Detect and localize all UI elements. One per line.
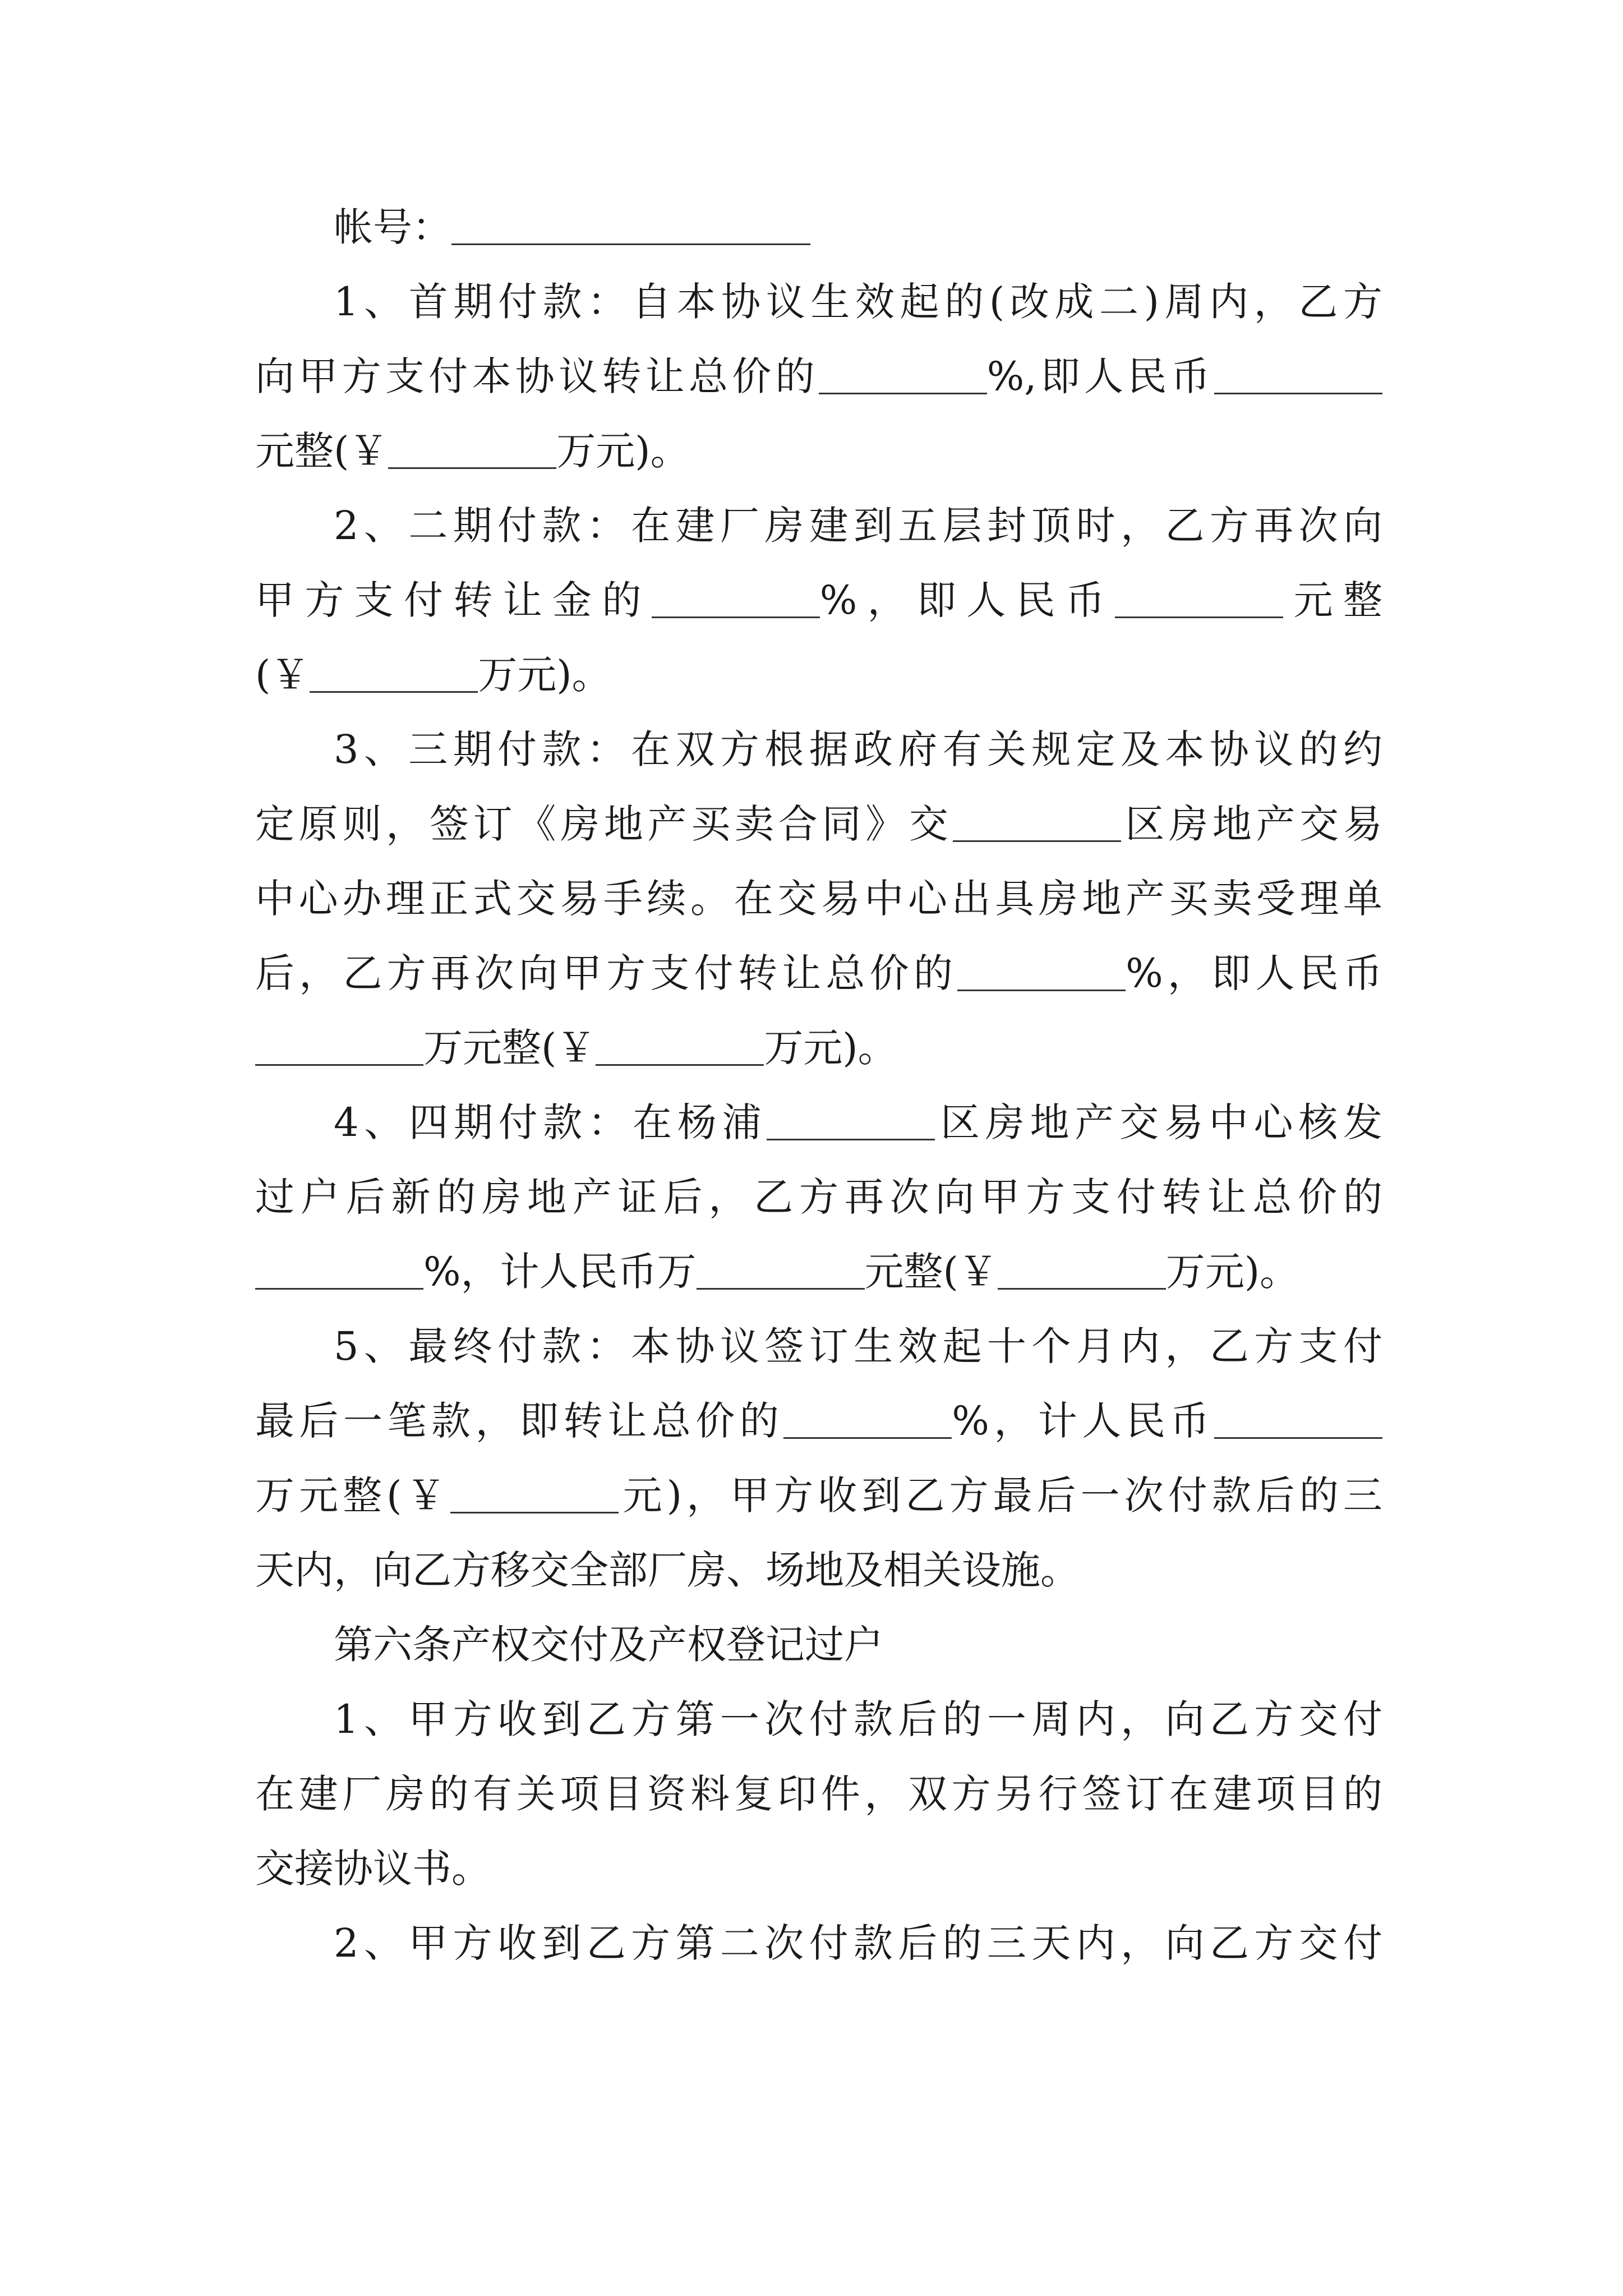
p3-district-blank: [953, 807, 1121, 842]
p5-line4: 天内，向乙方移交全部厂房、场地及相关设施。: [255, 1547, 1080, 1593]
p4-yuan-blank: [998, 1254, 1166, 1290]
account-line: [334, 199, 810, 255]
p1-line3: 元整(￥ 万元)。: [255, 428, 690, 474]
p4-line3: %，计人民币万 元整(￥ 万元)。: [255, 1244, 1299, 1300]
p3-line5: 万元整(￥ 万元)。: [255, 1020, 897, 1076]
s6p1-line2: 在建厂房的有关项目资料复印件，双方另行签订在建项目的: [255, 1771, 1382, 1817]
p1-line1: 1、首期付款：自本协议生效起的(改成二)周内，乙方: [334, 279, 1382, 325]
p4-line1: 4、四期付款：在杨浦 区房地产交易中心核发: [334, 1099, 1382, 1145]
p3-line4: 后，乙方再次向甲方支付转让总价的 %，即人民币: [255, 950, 1383, 996]
p3-line3: 中心办理正式交易手续。在交易中心出具房地产买卖受理单: [255, 876, 1382, 922]
p3-percent-blank: [957, 956, 1126, 991]
p3-amount-blank: [255, 1030, 423, 1066]
p3-line1: 3、三期付款：在双方根据政府有关规定及本协议的约: [334, 726, 1382, 772]
p4-percent-blank: [255, 1254, 423, 1290]
p2-yuan-blank: [310, 657, 478, 693]
p5-line1: 5、最终付款：本协议签订生效起十个月内，乙方支付: [334, 1323, 1382, 1369]
p2-percent-blank: [652, 583, 820, 618]
p2-line1: 2、二期付款：在建厂房建到五层封顶时，乙方再次向: [334, 503, 1382, 549]
p1-line2: 向甲方支付本协议转让总价的 %,即人民币: [255, 348, 1382, 404]
p3-line2: 定原则，签订《房地产买卖合同》交 区房地产交易: [255, 801, 1383, 847]
p5-line2: 最后一笔款，即转让总价的 %，计人民币: [255, 1393, 1382, 1449]
p2-line2: 甲方支付转让金的 %，即人民币 元整: [255, 577, 1383, 623]
p2-amount-blank: [1115, 583, 1283, 618]
p5-yuan-blank: [450, 1478, 619, 1513]
p5-percent-blank: [783, 1404, 952, 1439]
p4-amount-blank: [697, 1254, 865, 1290]
p1-yuan-blank: [388, 434, 556, 469]
account-blank: [451, 210, 810, 245]
s6p1-line1: 1、甲方收到乙方第一次付款后的一周内，向乙方交付: [334, 1696, 1382, 1742]
p4-district-blank: [767, 1105, 935, 1140]
p3-yuan-blank: [596, 1030, 764, 1066]
section6-title: 第六条产权交付及产权登记过户: [334, 1622, 883, 1668]
p1-amount-blank: [1214, 359, 1382, 394]
p2-line3: (￥ 万元)。: [255, 652, 611, 698]
account-label: 帐号：: [334, 204, 451, 250]
p5-line3: 万元整(￥ 元)，甲方收到乙方最后一次付款后的三: [255, 1473, 1382, 1519]
s6p1-line3: 交接协议书。: [255, 1846, 491, 1892]
p4-line2: 过户后新的房地产证后，乙方再次向甲方支付转让总价的: [255, 1174, 1382, 1220]
s6p2-line1: 2、甲方收到乙方第二次付款后的三天内，向乙方交付: [334, 1920, 1382, 1966]
p5-amount-blank: [1214, 1404, 1382, 1439]
p1-percent-blank: [819, 359, 987, 394]
